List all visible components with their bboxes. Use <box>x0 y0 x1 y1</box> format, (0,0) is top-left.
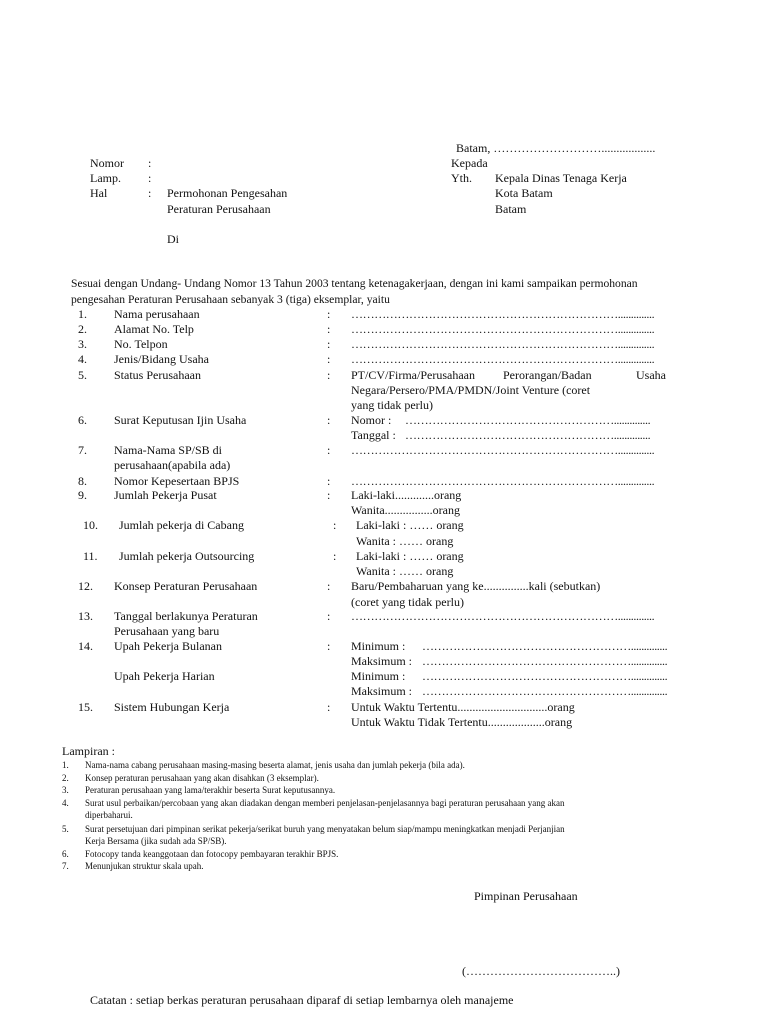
kepada-label: Kepada <box>451 156 488 170</box>
recipient-line-3: Batam <box>495 202 527 216</box>
fill-line: …………………………………………………………….............. <box>351 474 655 488</box>
item-label-hubungan-kerja: Sistem Hubungan Kerja <box>114 700 230 714</box>
lampiran-number: 3. <box>62 785 69 795</box>
nomor-sub-label: Nomor : <box>351 413 392 427</box>
hal-label: Hal <box>90 186 108 200</box>
hal-value-line-2: Peraturan Perusahaan <box>167 202 271 216</box>
item-colon: : <box>327 352 331 366</box>
fill-line: …………………………………………………………….............. <box>351 307 655 321</box>
lampiran-item-continued: diperbaharui. <box>85 810 133 820</box>
item-colon: : <box>327 443 331 457</box>
item-colon: : <box>327 700 331 714</box>
item-colon: : <box>327 322 331 336</box>
status-value-1a: PT/CV/Firma/Perusahaan <box>351 368 475 382</box>
item-colon: : <box>327 307 331 321</box>
lampiran-item: Nama-nama cabang perusahaan masing-masing beserta alamat, jenis usaha dan jumlah pekerja (bila ada). <box>85 760 465 770</box>
pkwtt-value: Untuk Waktu Tidak Tertentu...................orang <box>351 715 573 729</box>
item-number: 7. <box>78 443 87 457</box>
lampiran-item: Menunjukan struktur skala upah. <box>85 861 204 871</box>
lampiran-item: Surat usul perbaikan/percobaan yang akan diadakan dengan memberi penjelasan-penjelasannya bagi peraturan perusahaan yang akan <box>85 798 565 808</box>
nomor-label: Nomor <box>90 156 124 170</box>
item-number: 2. <box>78 322 87 336</box>
fill-line: ……………………………………………….............. <box>422 684 668 698</box>
item-label-sp-sb: Nama-Nama SP/SB di <box>114 443 222 457</box>
item-label-upah-bulanan: Upah Pekerja Bulanan <box>114 639 222 653</box>
signature-title: Pimpinan Perusahaan <box>474 889 578 903</box>
laki-laki-value: Laki-laki : …… orang <box>356 518 464 532</box>
intro-line-2: pengesahan Peraturan Perusahaan sebanyak 3 (tiga) eksemplar, yaitu <box>71 293 390 306</box>
hal-value-line-1: Permohonan Pengesahan <box>167 186 288 200</box>
item-colon: : <box>327 488 331 502</box>
item-colon: : <box>327 639 331 653</box>
status-value-2: Negara/Persero/PMA/PMDN/Joint Venture (coret <box>351 383 591 397</box>
di-label: Di <box>167 232 179 246</box>
recipient-line-2: Kota Batam <box>495 186 553 200</box>
place-date: Batam, ……………………….................. <box>456 141 656 155</box>
item-colon: : <box>333 518 337 532</box>
tanggal-sub-label: Tanggal : <box>351 428 396 442</box>
pkwt-value: Untuk Waktu Tertentu..............................orang <box>351 700 575 714</box>
maksimum-label: Maksimum : <box>351 684 413 698</box>
laki-laki-value: Laki-laki.............orang <box>351 488 462 502</box>
fill-line: ……………………………………………….............. <box>405 413 651 427</box>
item-number: 11. <box>83 549 98 563</box>
item-number: 10. <box>83 518 98 532</box>
item-number: 15. <box>78 700 93 714</box>
fill-line: …………………………………………………………….............. <box>351 443 655 457</box>
item-number: 3. <box>78 337 87 351</box>
minimum-label: Minimum : <box>351 669 406 683</box>
lamp-colon: : <box>148 171 152 185</box>
fill-line: …………………………………………………………….............. <box>351 322 655 336</box>
status-value-3: yang tidak perlu) <box>351 398 433 412</box>
item-colon: : <box>327 337 331 351</box>
status-value-1b: Perorangan/Badan <box>503 368 592 382</box>
signature-placeholder: (………………………………..) <box>462 964 620 978</box>
item-number: 14. <box>78 639 93 653</box>
item-colon: : <box>327 579 331 593</box>
lampiran-number: 4. <box>62 798 69 808</box>
lampiran-item: Peraturan perusahaan yang lama/terakhir beserta Surat keputusannya. <box>85 785 336 795</box>
item-number: 4. <box>78 352 87 366</box>
lampiran-number: 2. <box>62 773 69 783</box>
item-number: 12. <box>78 579 93 593</box>
item-label-upah-harian: Upah Pekerja Harian <box>114 669 215 683</box>
item-label-telpon: No. Telpon <box>114 337 168 351</box>
lampiran-item: Konsep peraturan perusahaan yang akan disahkan (3 eksemplar). <box>85 773 319 783</box>
item-label-pekerja-pusat: Jumlah Pekerja Pusat <box>114 488 217 502</box>
item-number: 8. <box>78 474 87 488</box>
item-colon: : <box>327 474 331 488</box>
lampiran-item-continued: Kerja Bersama (jika sudah ada SP/SB). <box>85 836 227 846</box>
item-number: 13. <box>78 609 93 623</box>
item-label-ijin-usaha: Surat Keputusan Ijin Usaha <box>114 413 247 427</box>
wanita-value: Wanita : …… orang <box>356 564 454 578</box>
fill-line: …………………………………………………………….............. <box>351 609 655 623</box>
item-number: 6. <box>78 413 87 427</box>
intro-line-1: Sesuai dengan Undang- Undang Nomor 13 Tahun 2003 tentang ketenagakerjaan, dengan ini kami sampaikan permohonan <box>71 277 638 290</box>
item-label-pekerja-cabang: Jumlah pekerja di Cabang <box>119 518 244 532</box>
wanita-value: Wanita : …… orang <box>356 534 454 548</box>
recipient-line-1: Kepala Dinas Tenaga Kerja <box>495 171 627 185</box>
item-label-nama-perusahaan: Nama perusahaan <box>114 307 200 321</box>
lampiran-number: 5. <box>62 824 69 834</box>
wanita-value: Wanita................orang <box>351 503 461 517</box>
item-label-konsep: Konsep Peraturan Perusahaan <box>114 579 258 593</box>
item-label-sp-sb-2: perusahaan(apabila ada) <box>114 458 231 472</box>
item-colon: : <box>327 368 331 382</box>
item-label-alamat: Alamat No. Telp <box>114 322 194 336</box>
item-colon: : <box>327 413 331 427</box>
item-colon: : <box>327 609 331 623</box>
item-label-tanggal-berlaku: Tanggal berlakunya Peraturan <box>114 609 258 623</box>
fill-line: …………………………………………………………….............. <box>351 337 655 351</box>
item-label-status: Status Perusahaan <box>114 368 201 382</box>
fill-line: …………………………………………………………….............. <box>351 352 655 366</box>
item-label-bpjs: Nomor Kepesertaan BPJS <box>114 474 240 488</box>
konsep-value-1: Baru/Pembaharuan yang ke...............kali (sebutkan) <box>351 579 601 593</box>
hal-colon: : <box>148 186 152 200</box>
yth-label: Yth. <box>451 171 472 185</box>
laki-laki-value: Laki-laki : …… orang <box>356 549 464 563</box>
item-number: 5. <box>78 368 87 382</box>
item-label-jenis-usaha: Jenis/Bidang Usaha <box>114 352 209 366</box>
item-colon: : <box>333 549 337 563</box>
fill-line: ……………………………………………….............. <box>422 654 668 668</box>
fill-line: ……………………………………………….............. <box>405 428 651 442</box>
konsep-value-2: (coret yang tidak perlu) <box>351 595 464 609</box>
lamp-label: Lamp. <box>90 171 121 185</box>
minimum-label: Minimum : <box>351 639 406 653</box>
lampiran-number: 7. <box>62 861 69 871</box>
catatan-note: Catatan : setiap berkas peraturan perusahaan diparaf di setiap lembarnya oleh manajeme <box>90 993 514 1007</box>
item-label-tanggal-berlaku-2: Perusahaan yang baru <box>114 624 220 638</box>
maksimum-label: Maksimum : <box>351 654 413 668</box>
fill-line: ……………………………………………….............. <box>422 639 668 653</box>
lampiran-title: Lampiran : <box>62 744 115 758</box>
status-value-1c: Usaha <box>636 368 666 382</box>
nomor-colon: : <box>148 156 152 170</box>
lampiran-item: Fotocopy tanda keanggotaan dan fotocopy pembayaran terakhir BPJS. <box>85 849 339 859</box>
fill-line: ……………………………………………….............. <box>422 669 668 683</box>
item-number: 9. <box>78 488 87 502</box>
item-number: 1. <box>78 307 87 321</box>
lampiran-number: 6. <box>62 849 69 859</box>
lampiran-item: Surat persetujuan dari pimpinan serikat pekerja/serikat buruh yang menyatakan belum siap/mampu meningkatkan menjadi Perjanjian <box>85 824 565 834</box>
item-label-pekerja-outsourcing: Jumlah pekerja Outsourcing <box>119 549 255 563</box>
lampiran-number: 1. <box>62 760 69 770</box>
